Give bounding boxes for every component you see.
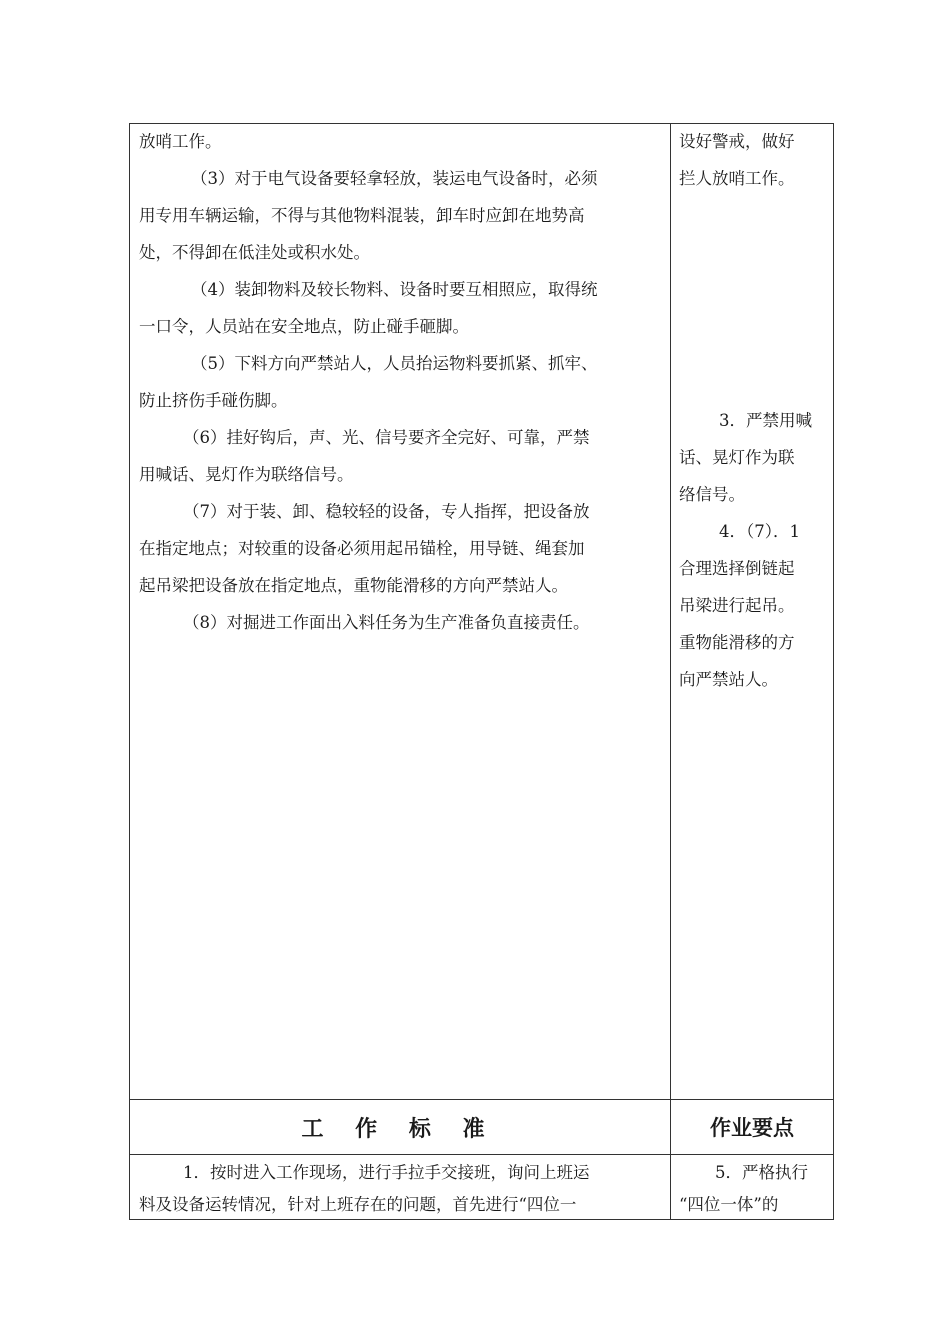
key-point-line: 4．（7）．1 xyxy=(719,522,800,541)
paragraph-line: （7）对于装、卸、稳较轻的设备，专人指挥，把设备放 xyxy=(183,502,590,521)
key-point-line: 合理选择倒链起 xyxy=(679,559,795,578)
paragraph-line: 防止挤伤手碰伤脚。 xyxy=(139,391,288,410)
paragraph-line: 放哨工作。 xyxy=(139,132,222,151)
key-point-line: 向严禁站人。 xyxy=(679,670,778,689)
paragraph-line: 1．按时进入工作现场，进行手拉手交接班，询问上班运 xyxy=(183,1163,590,1182)
work-standard-cell xyxy=(139,123,669,641)
key-point-line: 5．严格执行 xyxy=(715,1163,808,1182)
key-points-cell-top xyxy=(679,123,827,197)
key-point-line: 重物能滑移的方 xyxy=(679,633,795,652)
paragraph-line: （5）下料方向严禁站人，人员抬运物料要抓紧、抓牢、 xyxy=(191,354,598,373)
bottom-key-points-cell xyxy=(679,1157,827,1221)
key-point-line: 话、晃灯作为联 xyxy=(679,448,795,467)
key-point-line: 拦人放哨工作。 xyxy=(679,169,795,188)
paragraph-line: 处，不得卸在低洼处或积水处。 xyxy=(139,243,370,262)
header-key-points: 作业要点 xyxy=(710,1116,794,1140)
table-border-left xyxy=(129,123,130,1220)
key-point-line: 3．严禁用喊 xyxy=(719,411,812,430)
bottom-standard-cell xyxy=(139,1157,669,1221)
table-border-right xyxy=(833,123,834,1220)
key-point-line: 络信号。 xyxy=(679,485,745,504)
key-point-line: 设好警戒，做好 xyxy=(679,132,795,151)
paragraph-line: （8）对掘进工作面出入料任务为生产准备负直接责任。 xyxy=(183,613,590,632)
document-table xyxy=(129,123,834,1220)
header-work-standard: 工 作 标 准 xyxy=(301,1116,497,1142)
paragraph-line: 用喊话、晃灯作为联络信号。 xyxy=(139,465,354,484)
paragraph-line: 起吊梁把设备放在指定地点，重物能滑移的方向严禁站人。 xyxy=(139,576,568,595)
column-divider xyxy=(670,123,671,1220)
paragraph-line: （4）装卸物料及较长物料、设备时要互相照应，取得统 xyxy=(191,280,598,299)
paragraph-line: （3）对于电气设备要轻拿轻放，装运电气设备时，必须 xyxy=(191,169,598,188)
key-point-line: “四位一体”的 xyxy=(679,1195,779,1214)
key-point-line: 吊梁进行起吊。 xyxy=(679,596,795,615)
key-points-cell-mid xyxy=(679,402,827,698)
paragraph-line: 在指定地点；对较重的设备必须用起吊锚栓，用导链、绳套加 xyxy=(139,539,585,558)
paragraph-line: 一口令，人员站在安全地点，防止碰手砸脚。 xyxy=(139,317,469,336)
paragraph-line: 料及设备运转情况，针对上班存在的问题，首先进行“四位一 xyxy=(139,1195,577,1214)
paragraph-line: 用专用车辆运输，不得与其他物料混装，卸车时应卸在地势高 xyxy=(139,206,585,225)
paragraph-line: （6）挂好钩后，声、光、信号要齐全完好、可靠，严禁 xyxy=(183,428,590,447)
header-border-bottom xyxy=(129,1154,834,1155)
